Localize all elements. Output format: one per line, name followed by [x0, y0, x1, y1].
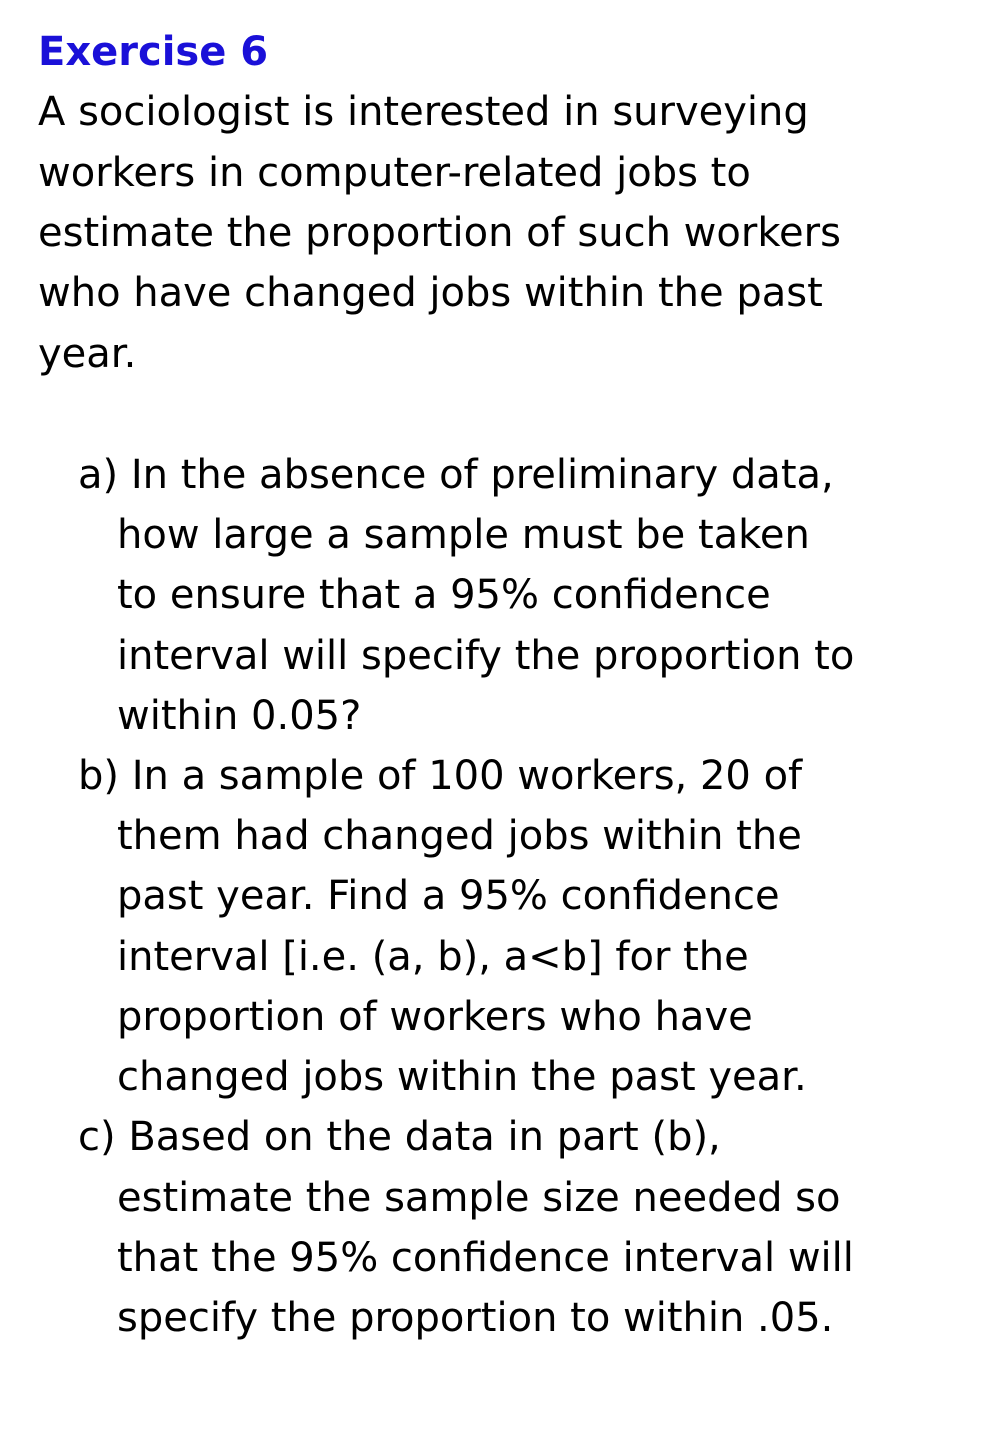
intro-line: A sociologist is interested in surveying — [38, 89, 809, 135]
question-b-line: past year. Find a 95% confidence — [117, 873, 780, 919]
question-b-line: proportion of workers who have — [117, 994, 753, 1040]
exercise-title: Exercise 6 — [38, 29, 269, 75]
intro-line: workers in computer-related jobs to — [38, 150, 751, 196]
intro-line: who have changed jobs within the past — [38, 270, 823, 316]
question-c-line: specify the proportion to within .05. — [117, 1295, 834, 1341]
question-a-line: to ensure that a 95% confidence — [117, 572, 771, 618]
intro-line: year. — [38, 331, 137, 377]
question-c-line: that the 95% confidence interval will — [117, 1235, 854, 1281]
question-c-line: estimate the sample size needed so — [117, 1175, 841, 1221]
question-b-line: them had changed jobs within the — [117, 813, 802, 859]
intro-line: estimate the proportion of such workers — [38, 210, 841, 256]
question-b-line: interval [i.e. (a, b), a<b] for the — [117, 934, 749, 980]
question-a-line: how large a sample must be taken — [117, 512, 810, 558]
question-b-line: changed jobs within the past year. — [117, 1054, 807, 1100]
question-a-line: a) In the absence of preliminary data, — [78, 452, 834, 498]
question-a-line: interval will specify the proportion to — [117, 633, 855, 679]
question-c-line: c) Based on the data in part (b), — [78, 1114, 721, 1160]
question-b-line: b) In a sample of 100 workers, 20 of — [78, 753, 803, 799]
question-a-line: within 0.05? — [117, 693, 362, 739]
